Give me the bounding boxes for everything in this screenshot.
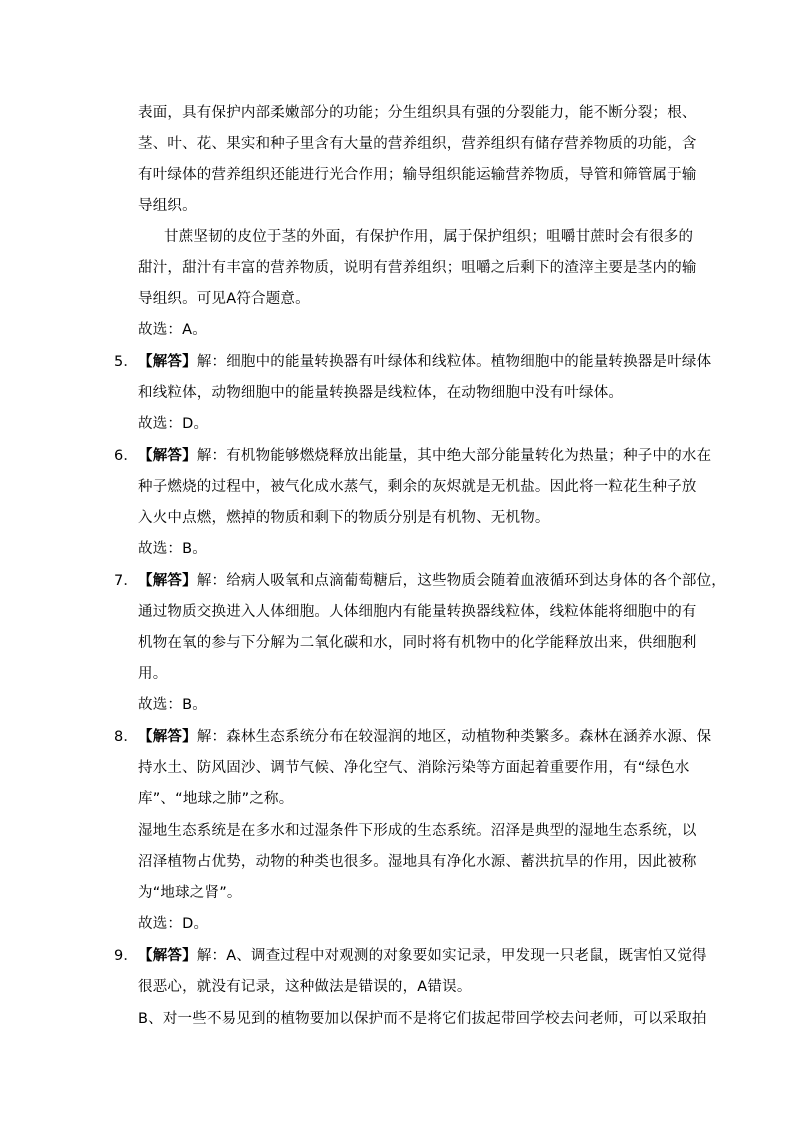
text-line: 湿地生态系统是在多水和过湿条件下形成的生态系统。沼泽是典型的湿地生态系统，以 <box>138 823 697 839</box>
text-line: 有叶绿体的营养组织还能进行光合作用；输导组织能运输营养物质，导管和筛管属于输 <box>138 167 697 183</box>
text-line: 解：给病人吸氧和点滴葡萄糖后，这些物质会随着血液循环到达身体的各个部位， <box>196 573 727 589</box>
question-5-line <box>114 352 711 372</box>
question-6-line <box>114 446 711 466</box>
answer-line: 故选：A。 <box>138 322 207 338</box>
text-line: 沼泽植物占优势，动物的种类也很多。湿地具有净化水源、蓄洪抗旱的作用，因此被称 <box>138 854 697 870</box>
answer-tag: 【解答】 <box>138 354 197 370</box>
answer-tag: 【解答】 <box>138 448 197 464</box>
answer-line: 故选：B。 <box>138 697 207 713</box>
answer-line: 故选：B。 <box>138 541 207 557</box>
answer-line: 故选：D。 <box>138 416 209 432</box>
text-line: 甜汁，甜汁有丰富的营养物质，说明有营养组织；咀嚼之后剩下的渣滓主要是茎内的输 <box>138 260 697 276</box>
text-line: 解：A、调查过程中对观测的对象要如实记录，甲发现一只老鼠，既害怕又觉得 <box>196 948 707 964</box>
text-line: 种子燃烧的过程中，被气化成水蒸气，剩余的灰烬就是无机盐。因此将一粒花生种子放 <box>138 479 697 495</box>
text-line: 解：有机物能够燃烧释放出能量，其中绝大部分能量转化为热量；种子中的水在 <box>196 448 712 464</box>
answer-tag: 【解答】 <box>138 573 197 589</box>
text-line: 表面，具有保护内部柔嫩部分的功能；分生组织具有强的分裂能力，能不断分裂；根、 <box>138 105 697 121</box>
question-8-line <box>114 727 711 747</box>
question-7-line <box>114 571 726 591</box>
answer-line: 故选：D。 <box>138 916 209 932</box>
text-line: 甘蔗坚韧的皮位于茎的外面，有保护作用，属于保护组织；咀嚼甘蔗时会有很多的 <box>164 229 694 245</box>
text-line: 库”、“地球之肺”之称。 <box>138 791 294 807</box>
question-number: 6． <box>114 448 139 464</box>
text-line: 解：森林生态系统分布在较湿润的地区，动植物种类繁多。森林在涵养水源、保 <box>196 729 712 745</box>
text-line: 茎、叶、花、果实和种子里含有大量的营养组织，营养组织有储存营养物质的功能，含 <box>138 136 697 152</box>
text-line: 通过物质交换进入人体细胞。人体细胞内有能量转换器线粒体，线粒体能将细胞中的有 <box>138 604 697 620</box>
text-line: 为“地球之肾”。 <box>138 885 242 901</box>
text-line: 很恶心，就没有记录，这种做法是错误的，A错误。 <box>138 979 472 995</box>
text-line: 导组织。可见A符合题意。 <box>138 291 310 307</box>
question-number: 9． <box>114 948 139 964</box>
text-line: 解：细胞中的能量转换器有叶绿体和线粒体。植物细胞中的能量转换器是叶绿体 <box>196 354 712 370</box>
question-9-line <box>114 946 707 966</box>
text-line: B、对一些不易见到的植物要加以保护而不是将它们拔起带回学校去问老师，可以采取拍 <box>138 1011 707 1027</box>
text-line: 机物在氧的参与下分解为二氧化碳和水，同时将有机物中的化学能释放出来，供细胞利 <box>138 635 697 651</box>
text-line: 导组织。 <box>138 198 197 214</box>
text-line: 和线粒体，动物细胞中的能量转换器是线粒体，在动物细胞中没有叶绿体。 <box>138 385 624 401</box>
answer-tag: 【解答】 <box>138 729 197 745</box>
question-number: 7． <box>114 573 139 589</box>
question-number: 5． <box>114 354 139 370</box>
text-line: 持水土、防风固沙、调节气候、净化空气、消除污染等方面起着重要作用，有“绿色水 <box>138 760 690 776</box>
text-line: 入火中点燃，燃掉的物质和剩下的物质分别是有机物、无机物。 <box>138 510 550 526</box>
text-line: 用。 <box>138 666 168 682</box>
answer-tag: 【解答】 <box>138 948 197 964</box>
question-number: 8． <box>114 729 139 745</box>
